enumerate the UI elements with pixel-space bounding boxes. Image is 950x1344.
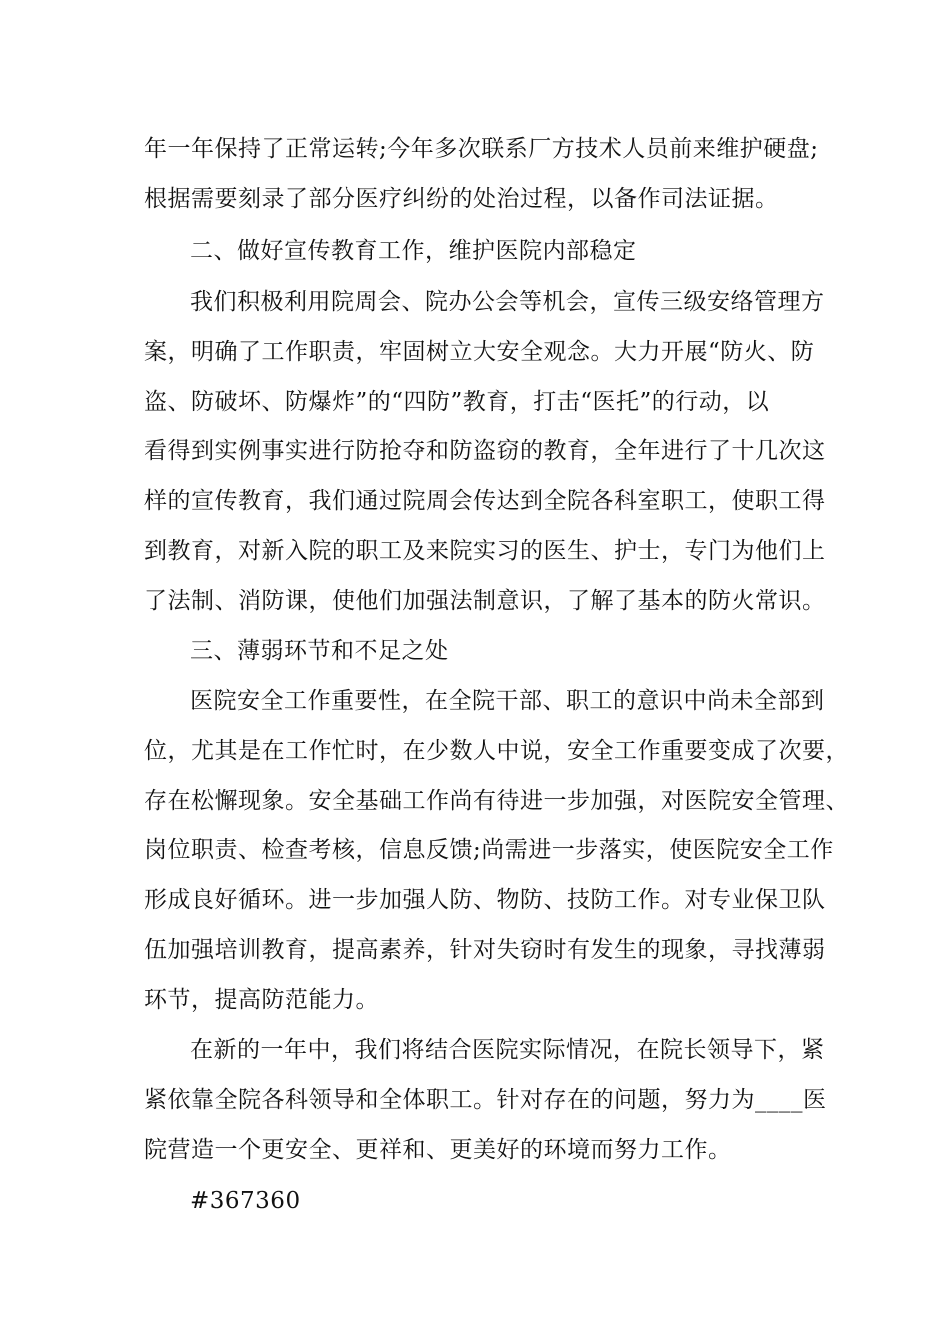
section-heading: 二、做好宣传教育工作，维护医院内部稳定 [190,238,637,264]
text-line: 到教育，对新入院的职工及来院实习的医生、护士，专门为他们上 [144,538,826,564]
text-line: 伍加强培训教育，提高素养，针对失窃时有发生的现象，寻找薄弱 [144,937,826,963]
text-line: 根据需要刻录了部分医疗纠纷的处治过程，以备作司法证据。 [144,186,779,212]
text-line: 了法制、消防课，使他们加强法制意识，了解了基本的防火常识。 [144,588,826,614]
text-line: 医院安全工作重要性，在全院干部、职工的意识中尚未全部到 [190,688,825,714]
document-id: #367360 [190,1188,301,1214]
text-line: 样的宣传教育，我们通过院周会传达到全院各科室职工，使职工得 [144,488,826,514]
text-line: 看得到实例事实进行防抢夺和防盗窃的教育，全年进行了十几次这 [144,438,826,464]
text-line: 紧依靠全院各科领导和全体职工。针对存在的问题，努力为____医 [144,1087,827,1113]
text-line: 在新的一年中，我们将结合医院实际情况，在院长领导下，紧 [190,1037,825,1063]
text-line: 岗位职责、检查考核，信息反馈;尚需进一步落实，使医院安全工作 [144,837,834,863]
text-line: 形成良好循环。进一步加强人防、物防、技防工作。对专业保卫队 [144,887,826,913]
text-line: 位，尤其是在工作忙时，在少数人中说，安全工作重要变成了次要， [144,738,849,764]
text-line: 存在松懈现象。安全基础工作尚有待进一步加强，对医院安全管理、 [144,788,849,814]
text-line: 环节，提高防范能力。 [144,987,379,1013]
section-heading: 三、薄弱环节和不足之处 [190,638,449,664]
text-line: 案，明确了工作职责，牢固树立大安全观念。大力开展“防火、防 [144,339,815,365]
text-line: 我们积极利用院周会、院办公会等机会，宣传三级安络管理方 [190,289,825,315]
text-line: 年一年保持了正常运转;今年多次联系厂方技术人员前来维护硬盘; [144,136,819,162]
text-line: 盗、防破坏、防爆炸”的“四防”教育，打击“医托”的行动，以 [144,389,770,415]
text-line: 院营造一个更安全、更祥和、更美好的环境而努力工作。 [144,1137,732,1163]
